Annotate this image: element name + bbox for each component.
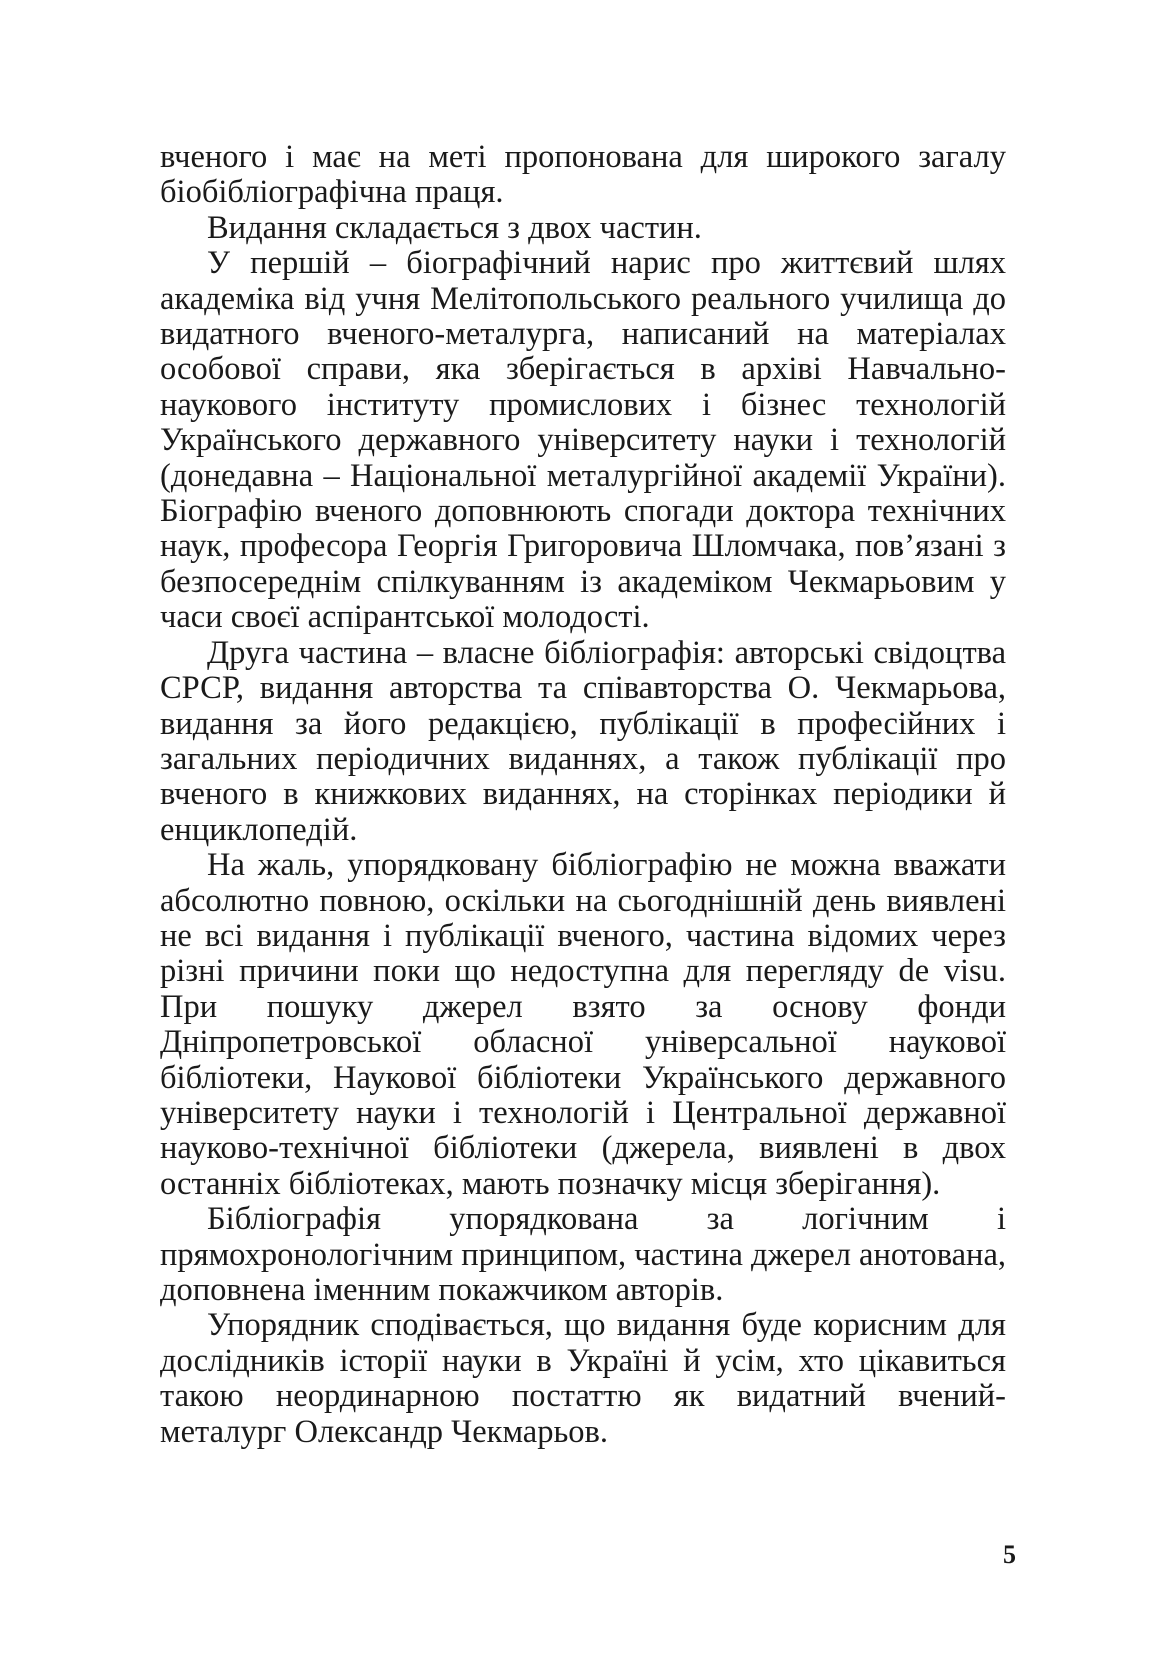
page-number: 5 <box>1003 1540 1016 1569</box>
paragraph-arrangement: Бібліографія упорядкована за логічним і прямохронологічним принципом, частина джерел анотована, доповнена іменним покажчиком авторів. <box>160 1201 1006 1308</box>
paragraph-completeness: На жаль, упорядковану бібліографію не можна вважати абсолютно повною, оскільки на сьогоднішній день виявлені не всі видання і публікації вченого, частина відомих через різні причини поки що недоступна для перегляду de visu. При пошуку джерел взято за основу фонди Дніпропетровської обласної універсальної наукової бібліотеки, Наукової бібліотеки Українського державного університету науки і технологій і Центральної державної науково-технічної бібліотеки (джерела, виявлені в двох останніх бібліотеках, мають позначку місця зберігання). <box>160 847 1006 1202</box>
page-body <box>160 140 1006 1450</box>
paragraph-part-one: У першій – біографічний нарис про життєвий шлях академіка від учня Мелітопольського реального училища до видатного вченого-металурга, написаний на матеріалах особової справи, яка зберігається в архіві Навчально-наукового інституту промислових і бізнес технологій Українського державного університету науки і технологій (донедавна – Національної металургійної академії України). Біографію вченого доповнюють спогади доктора технічних наук, професора Георгія Григоровича Шломчака, пов’язані з безпосереднім спілкуванням із академіком Чекмарьовим у часи своєї аспірантської молодості. <box>160 245 1006 636</box>
paragraph-part-two: Друга частина – власне бібліографія: авторські свідоцтва СРСР, видання авторства та співавторства О. Чекмарьова, видання за його редакцією, публікації в професійних і загальних періодичних виданнях, а також публікації про вченого в книжкових виданнях, на сторінках періодики й енциклопедій. <box>160 634 1006 848</box>
paragraph-structure: Видання складається з двох частин. <box>207 209 702 246</box>
paragraph-compiler-hope: Упорядник сподівається, що видання буде корисним для дослідників історії науки в Україні й усім, хто цікавиться такою неординарною постаттю як видатний вчений-металург Олександр Чекмарьов. <box>160 1307 1006 1450</box>
paragraph-continuation: вченого і має на меті пропонована для широкого загалу біобібліографічна праця. <box>160 139 1006 211</box>
